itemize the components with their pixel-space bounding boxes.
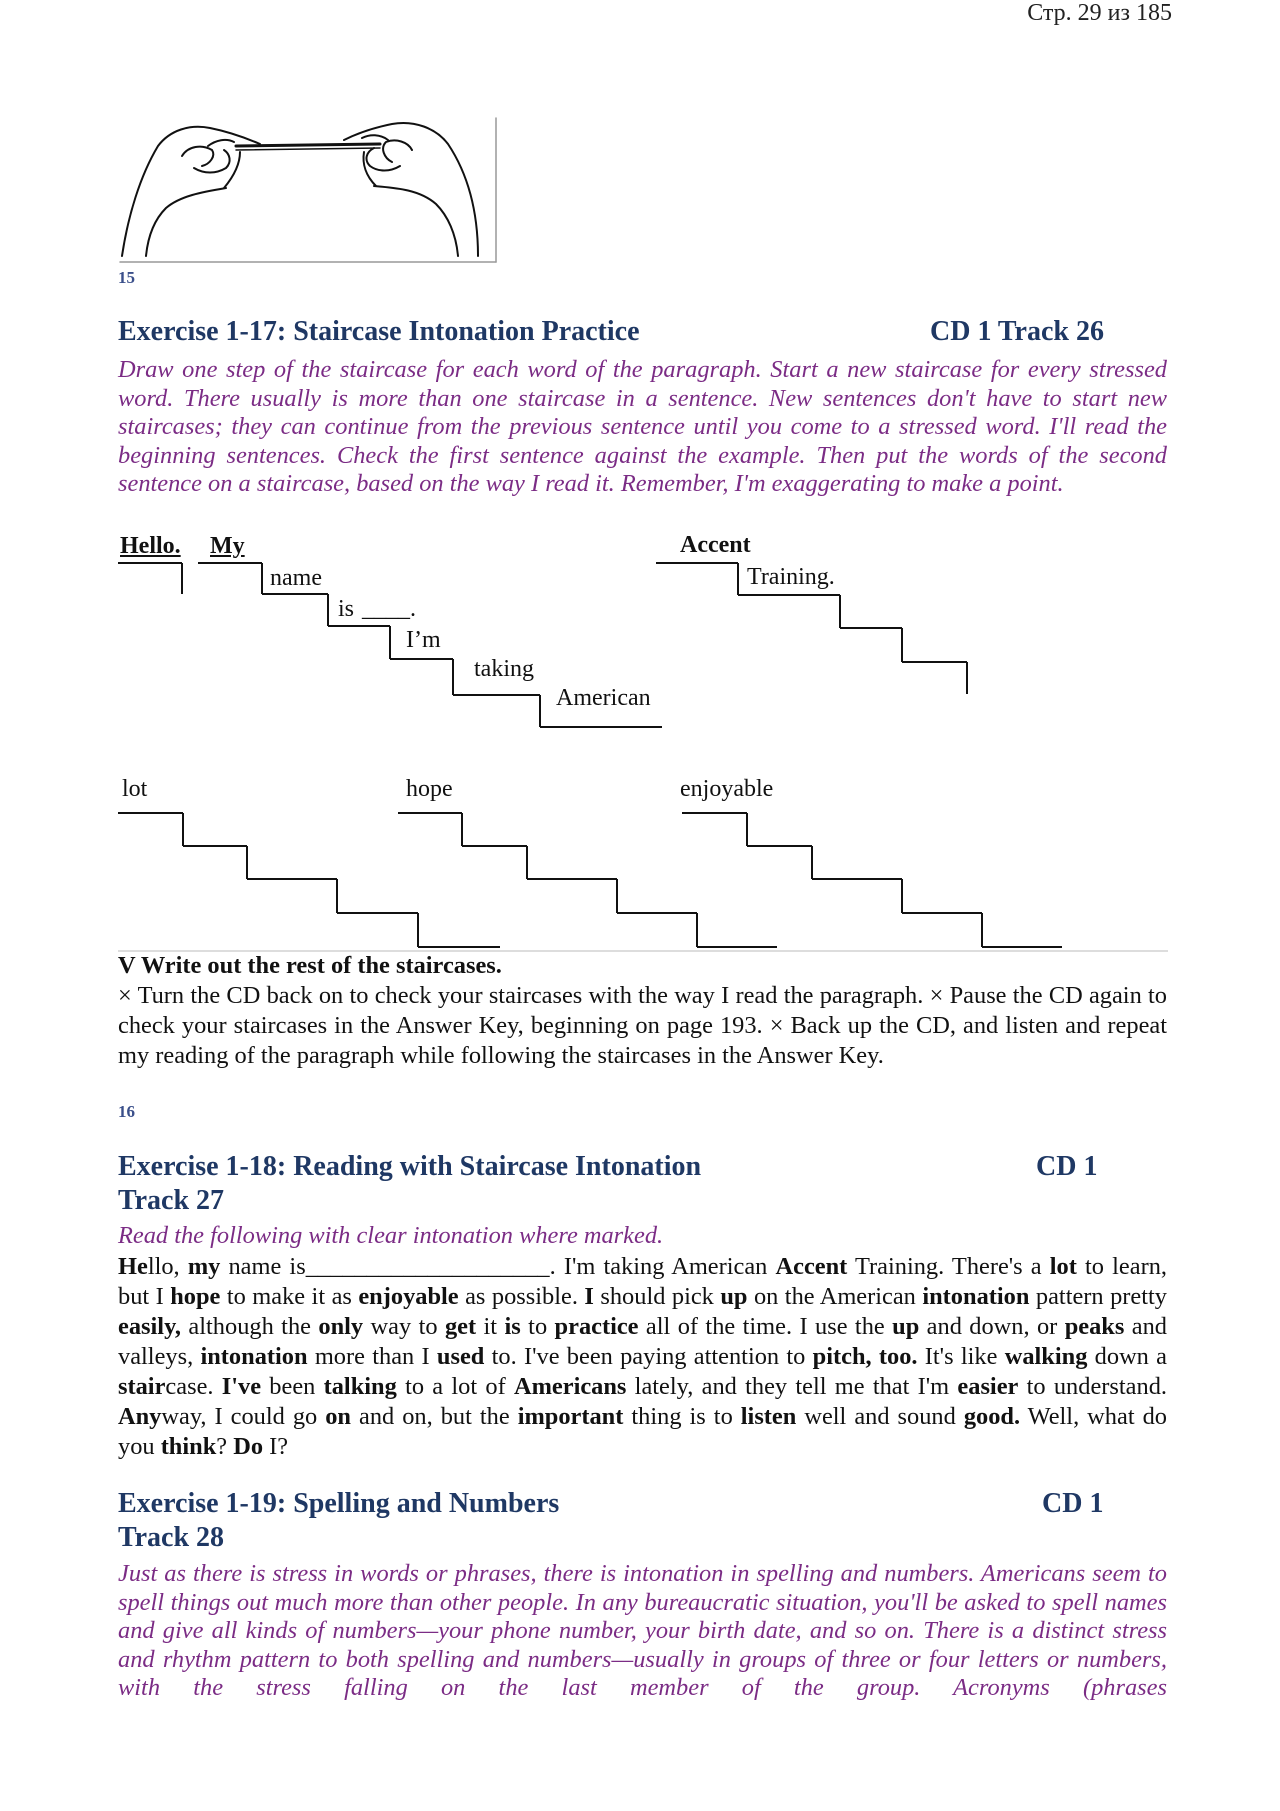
passage-text: pattern pretty xyxy=(1029,1283,1167,1310)
passage-text: to learn, but I xyxy=(118,1253,1167,1310)
exercise-1-19-track: Track 28 xyxy=(118,1522,225,1553)
stair-word-im: I’m xyxy=(406,627,441,653)
passage-text: and down, or xyxy=(919,1313,1065,1340)
write-out-instruction xyxy=(118,951,1167,981)
figure-16-label: 16 xyxy=(118,1102,135,1121)
stair-word-taking: taking xyxy=(474,656,534,682)
stressed-word: listen xyxy=(740,1403,797,1430)
passage-text: as possible. xyxy=(458,1283,585,1310)
exercise-1-19-cd: CD 1 xyxy=(1042,1488,1104,1519)
stressed-word: pitch, too. xyxy=(812,1343,918,1370)
stressed-word: practice xyxy=(554,1313,639,1340)
passage-text: to understand. xyxy=(1018,1373,1167,1400)
stair-word-my: My xyxy=(210,533,245,559)
passage-text: thing is to xyxy=(623,1403,741,1430)
stressed-word: intonation xyxy=(200,1343,308,1370)
passage-text: on the American xyxy=(747,1283,923,1310)
stressed-word: think xyxy=(160,1433,217,1460)
passage-text: to. I've been paying attention to xyxy=(484,1343,813,1370)
exercise-1-18-cd: CD 1 xyxy=(1036,1151,1098,1182)
exercise-1-19-instructions: Just as there is stress in words or phrases, there is intonation in spelling and numbers. Americans seem to spell things out much more than other people. In any bureaucratic situation, you'll be asked to spell names and give all kinds of numbers—your phone number, your birth date, and so on. There is a distinct stress and rhythm pattern to both spelling and numbers—usually in groups of three or four letters or numbers, with the stress falling on the last member of the group. Acronyms (phrases xyxy=(118,1560,1167,1702)
stressed-word: easily, xyxy=(118,1313,182,1340)
passage-text: should pick xyxy=(593,1283,721,1310)
exercise-1-17-title: Exercise 1-17: Staircase Intonation Practice xyxy=(118,316,640,347)
stressed-word: is xyxy=(504,1313,521,1340)
stair-word-is: is xyxy=(338,596,355,622)
exercise-1-17-cd-track: CD 1 Track 26 xyxy=(930,316,1104,347)
passage-text: ? xyxy=(216,1433,234,1460)
passage-text: I? xyxy=(263,1433,289,1460)
stair-word-american: American xyxy=(556,685,651,711)
passage-text: although the xyxy=(181,1313,319,1340)
passage-text: name is____________________. I'm taking American xyxy=(220,1253,776,1280)
passage-text: lately, and they tell me that I'm xyxy=(626,1373,958,1400)
passage-text: to make it as xyxy=(220,1283,359,1310)
passage-text: well and sound xyxy=(796,1403,964,1430)
staircase-hope xyxy=(398,813,777,947)
stressed-word: Americans xyxy=(513,1373,627,1400)
staircase-hello xyxy=(118,563,182,594)
passage-text: llo, xyxy=(147,1253,188,1280)
stressed-word: Any xyxy=(118,1403,162,1430)
stressed-word: I xyxy=(584,1283,594,1310)
stressed-word: He xyxy=(118,1253,148,1280)
stair-word-training: Training. xyxy=(747,564,835,590)
reading-passage xyxy=(118,1252,1167,1462)
stressed-word: hope xyxy=(170,1283,221,1310)
passage-text: been xyxy=(261,1373,324,1400)
passage-text: to xyxy=(520,1313,555,1340)
exercise-1-18-title: Exercise 1-18: Reading with Staircase Intonation xyxy=(118,1151,702,1182)
staircase-lot xyxy=(118,813,500,947)
stressed-word: easier xyxy=(957,1373,1019,1400)
passage-text: more than I xyxy=(307,1343,437,1370)
passage-text: Well, what do you xyxy=(118,1403,1167,1460)
passage-text: and on, but the xyxy=(351,1403,518,1430)
stressed-word: good. xyxy=(963,1403,1021,1430)
passage-text: all of the time. I use the xyxy=(638,1313,893,1340)
stressed-word: only xyxy=(318,1313,364,1340)
write-out-text: V Write out the rest of the staircases. xyxy=(118,952,502,979)
passage-text: Training. There's a xyxy=(847,1253,1050,1280)
passage-text: It's like xyxy=(917,1343,1005,1370)
passage-text: it xyxy=(476,1313,505,1340)
stressed-word: up xyxy=(892,1313,920,1340)
passage-text: and valleys, xyxy=(118,1313,1167,1370)
stressed-word: used xyxy=(436,1343,485,1370)
stressed-word: enjoyable xyxy=(358,1283,459,1310)
stair-word-hello: Hello. xyxy=(120,533,181,559)
stair-word-name: name xyxy=(270,565,322,591)
stair-word-blank: ____. xyxy=(362,596,416,622)
stair-word-enjoyable: enjoyable xyxy=(680,776,774,802)
stair-word-accent: Accent xyxy=(680,532,751,558)
passage-text: way, I could go xyxy=(161,1403,326,1430)
stressed-word: intonation xyxy=(922,1283,1030,1310)
stressed-word: talking xyxy=(323,1373,397,1400)
stressed-word: get xyxy=(444,1313,477,1340)
stressed-word: my xyxy=(187,1253,221,1280)
exercise-1-17-instructions: Draw one step of the staircase for each word of the paragraph. Start a new staircase for every stressed word. There usually is more than one staircase in a sentence. New sentences don't have to start new staircases; they can continue from the previous sentence until you come to a stressed word. I'll read the beginning sentences. Check the first sentence against the example. Then put the words of the second sentence on a staircase, based on the way I read it. Remember, I'm exaggerating to make a point. xyxy=(118,356,1167,498)
stressed-word: lot xyxy=(1049,1253,1077,1280)
stressed-word: Do xyxy=(233,1433,264,1460)
hands-stretching-rubber-band-icon xyxy=(118,116,500,266)
stair-word-hope: hope xyxy=(406,776,453,802)
stair-word-lot: lot xyxy=(122,776,148,802)
staircase-enjoyable xyxy=(682,813,1062,947)
page-indicator: Стр. 29 из 185 xyxy=(1027,0,1172,26)
stressed-word: important xyxy=(517,1403,624,1430)
stressed-word: up xyxy=(720,1283,748,1310)
passage-text: down a xyxy=(1087,1343,1167,1370)
exercise-1-18-track: Track 27 xyxy=(118,1185,225,1216)
exercise-1-18-instructions: Read the following with clear intonation where marked. xyxy=(118,1222,664,1249)
follow-up-instructions: × Turn the CD back on to check your staircases with the way I read the paragraph. × Pause the CD again to check your staircases in the Answer Key, beginning on page 193. × Back up the CD, and listen and repeat my reading of the paragraph while following the staircases in the Answer Key. xyxy=(118,982,1167,1069)
passage-text: case. xyxy=(165,1373,222,1400)
figure-15-label: 15 xyxy=(118,268,135,287)
stressed-word: walking xyxy=(1004,1343,1088,1370)
passage-text: to a lot of xyxy=(396,1373,514,1400)
stressed-word: peaks xyxy=(1064,1313,1125,1340)
stressed-word: stair xyxy=(118,1373,166,1400)
stressed-word: Accent xyxy=(775,1253,848,1280)
exercise-1-19-title: Exercise 1-19: Spelling and Numbers xyxy=(118,1488,560,1519)
passage-text: way to xyxy=(363,1313,445,1340)
stressed-word: I've xyxy=(221,1373,262,1400)
stressed-word: on xyxy=(325,1403,351,1430)
